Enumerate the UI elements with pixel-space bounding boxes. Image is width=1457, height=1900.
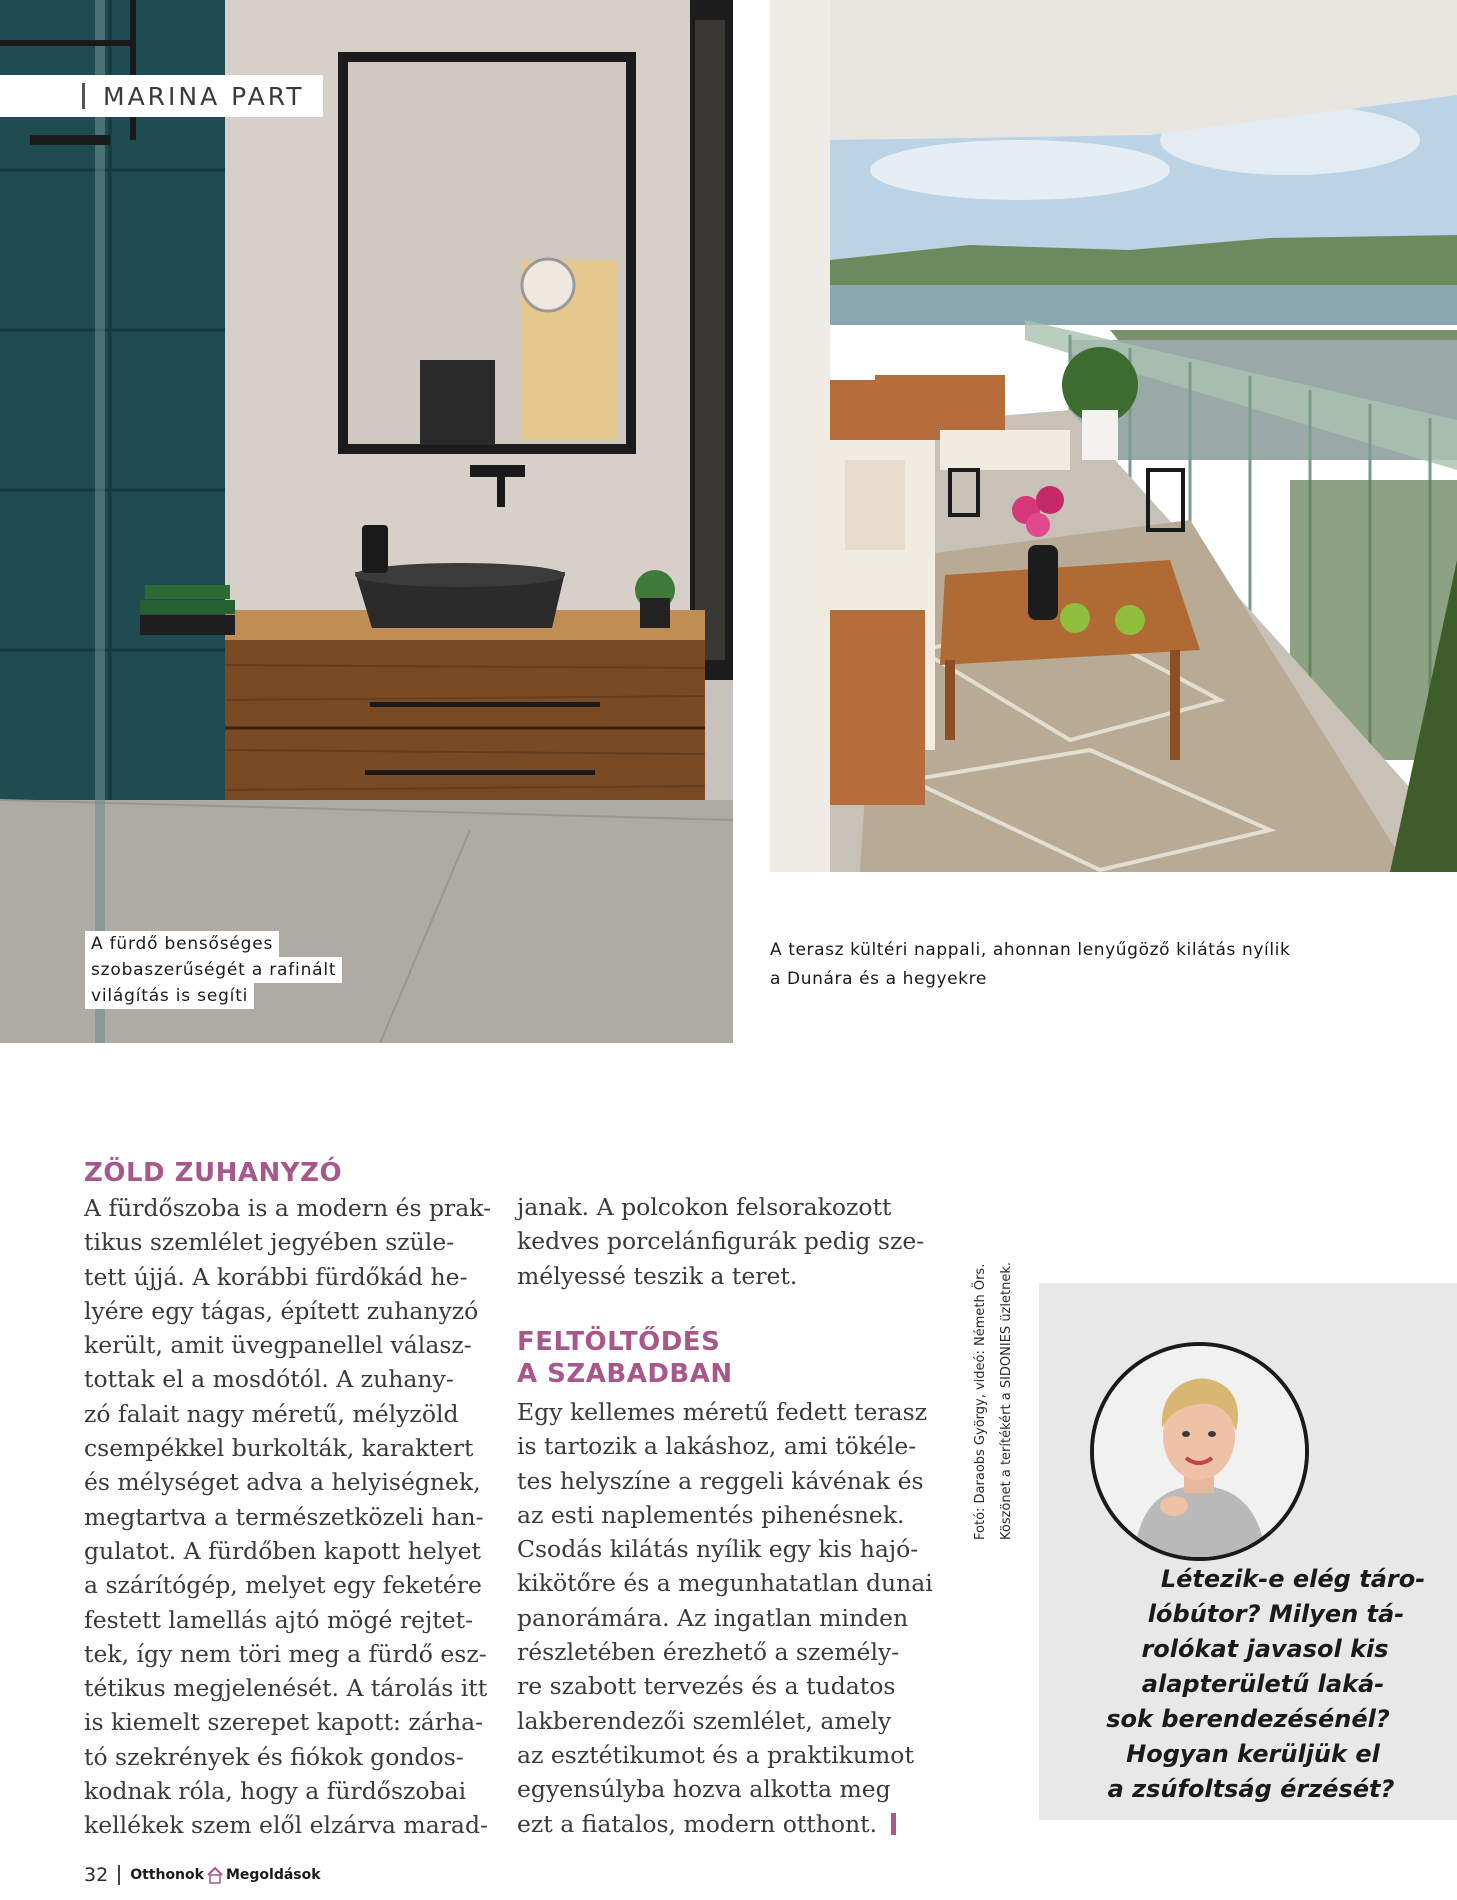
text-line: kedves porcelánfigurák pedig sze- [517,1227,925,1256]
section-tag-divider [82,83,85,109]
text-line: Egy kellemes méretű fedett terasz [517,1398,928,1426]
heading-line: A SZABADBAN [517,1359,733,1389]
caption-line: szobaszerűségét a rafinált [85,957,342,983]
portrait-illustration [1094,1346,1305,1557]
article-column-1 [84,1191,492,1843]
page-number: 32 [84,1864,109,1886]
question-line: a zsúfoltság érzését? [1107,1775,1395,1803]
heading-line: FELTÖLTŐDÉS [517,1327,721,1357]
text-line: zó falait nagy méretű, mélyzöld [84,1399,459,1428]
question-line: rolókat javasol kis [1141,1635,1389,1663]
terrace-illustration [770,0,1457,872]
section-heading-outdoor-recharge [517,1326,733,1390]
text-line: lakberendezői szemlélet, amely [517,1706,892,1735]
credit-line: Fotó: Daraobs György, videó: Németh Örs. [973,1263,988,1540]
text-line: is tartozik a lakáshoz, ami tökéle- [517,1432,917,1461]
text-line: az esztétikumot és a praktikumot [517,1740,914,1769]
footer-divider [118,1865,120,1885]
sidebar-question [1039,1562,1457,1807]
credit-line: Köszönet a terítékért a SIDONIES üzletnek. [999,1262,1014,1540]
house-icon [206,1866,224,1884]
caption-line: a Dunára és a hegyekre [770,969,987,989]
section-tag [0,75,323,117]
text-line: festett lamellás ajtó mögé rejtet- [84,1605,474,1634]
text-line: részletében érezhető a személy- [517,1638,900,1667]
text-line: janak. A polcokon felsorakozott [517,1193,892,1221]
magazine-logo [130,1866,320,1884]
text-line: és mélységet adva a helyiségnek, [84,1468,481,1497]
text-line: tétikus megjelenését. A tárolás itt [84,1674,488,1703]
question-line: sok berendezésénél? [1106,1705,1390,1733]
text-line: lyére egy tágas, épített zuhanyzó [84,1296,479,1325]
logo-word-left: Otthonok [130,1867,204,1883]
question-line: Hogyan kerüljük el [1126,1740,1380,1768]
text-line-last [517,1807,917,1841]
text-line: az esti naplementés pihenésnek. [517,1500,905,1529]
text-line: a szárítógép, melyet egy feketére [84,1571,482,1600]
caption-line: világítás is segíti [85,983,254,1009]
text-line: tó szekrények és fiókok gondos- [84,1742,464,1771]
bathroom-photo-caption [85,931,342,1009]
text-line: megtartva a természetközeli han- [84,1502,484,1531]
article-column-2 [517,1395,933,1841]
terrace-photo [770,0,1457,872]
question-line: Létezik-e elég táro- [1160,1565,1426,1593]
logo-word-right: Megoldások [225,1867,321,1883]
terrace-photo-caption [770,936,1410,994]
text-line: Csodás kilátás nyílik egy kis hajó- [517,1535,919,1564]
text-line: kikötőre és a megunhatatlan dunai [517,1569,933,1598]
text-line: került, amit üvegpanellel válasz- [84,1331,472,1360]
bathroom-illustration [0,0,733,1043]
photo-credit [968,1220,1038,1540]
text-line: tes helyszíne a reggeli kávénak és [517,1466,924,1495]
text-line: mélyessé teszik a teret. [517,1261,798,1290]
text-line: gulatot. A fürdőben kapott helyet [84,1536,481,1565]
text-line: csempékkel burkolták, karaktert [84,1434,474,1463]
expert-portrait [1090,1342,1309,1561]
article-column-2-continuation [517,1190,925,1293]
text-line: panorámára. Az ingatlan minden [517,1603,909,1632]
text-line: tek, így nem töri meg a fürdő esz- [84,1639,487,1668]
text-line: re szabott tervezés és a tudatos [517,1672,896,1701]
question-line: lóbútor? Milyen tá- [1147,1600,1405,1628]
caption-line: A fürdő bensőséges [85,931,279,957]
text-line: kellékek szem elől elzárva marad- [84,1811,488,1840]
bathroom-photo [0,0,733,1043]
text-line: ezt a fiatalos, modern otthont. [517,1809,878,1838]
text-line: kodnak róla, hogy a fürdőszobai [84,1777,467,1806]
article-end-mark [891,1813,896,1835]
caption-line: A terasz kültéri nappali, ahonnan lenyűgöző kilátás nyílik [770,940,1291,960]
question-line: alapterületű laká- [1141,1670,1385,1698]
page-footer [84,1864,321,1886]
text-line: egyensúlyba hozva alkotta meg [517,1775,891,1804]
text-line: tikus szemlélet jegyében szüle- [84,1228,455,1257]
text-line: is kiemelt szerepet kapott: zárha- [84,1708,484,1737]
section-tag-label: MARINA PART [103,81,305,111]
section-heading-green-shower: ZÖLD ZUHANYZÓ [84,1158,343,1188]
text-line: A fürdőszoba is a modern és prak- [84,1194,492,1222]
text-line: tottak el a mosdótól. A zuhany- [84,1365,454,1394]
text-line: tett újjá. A korábbi fürdőkád he- [84,1262,468,1291]
